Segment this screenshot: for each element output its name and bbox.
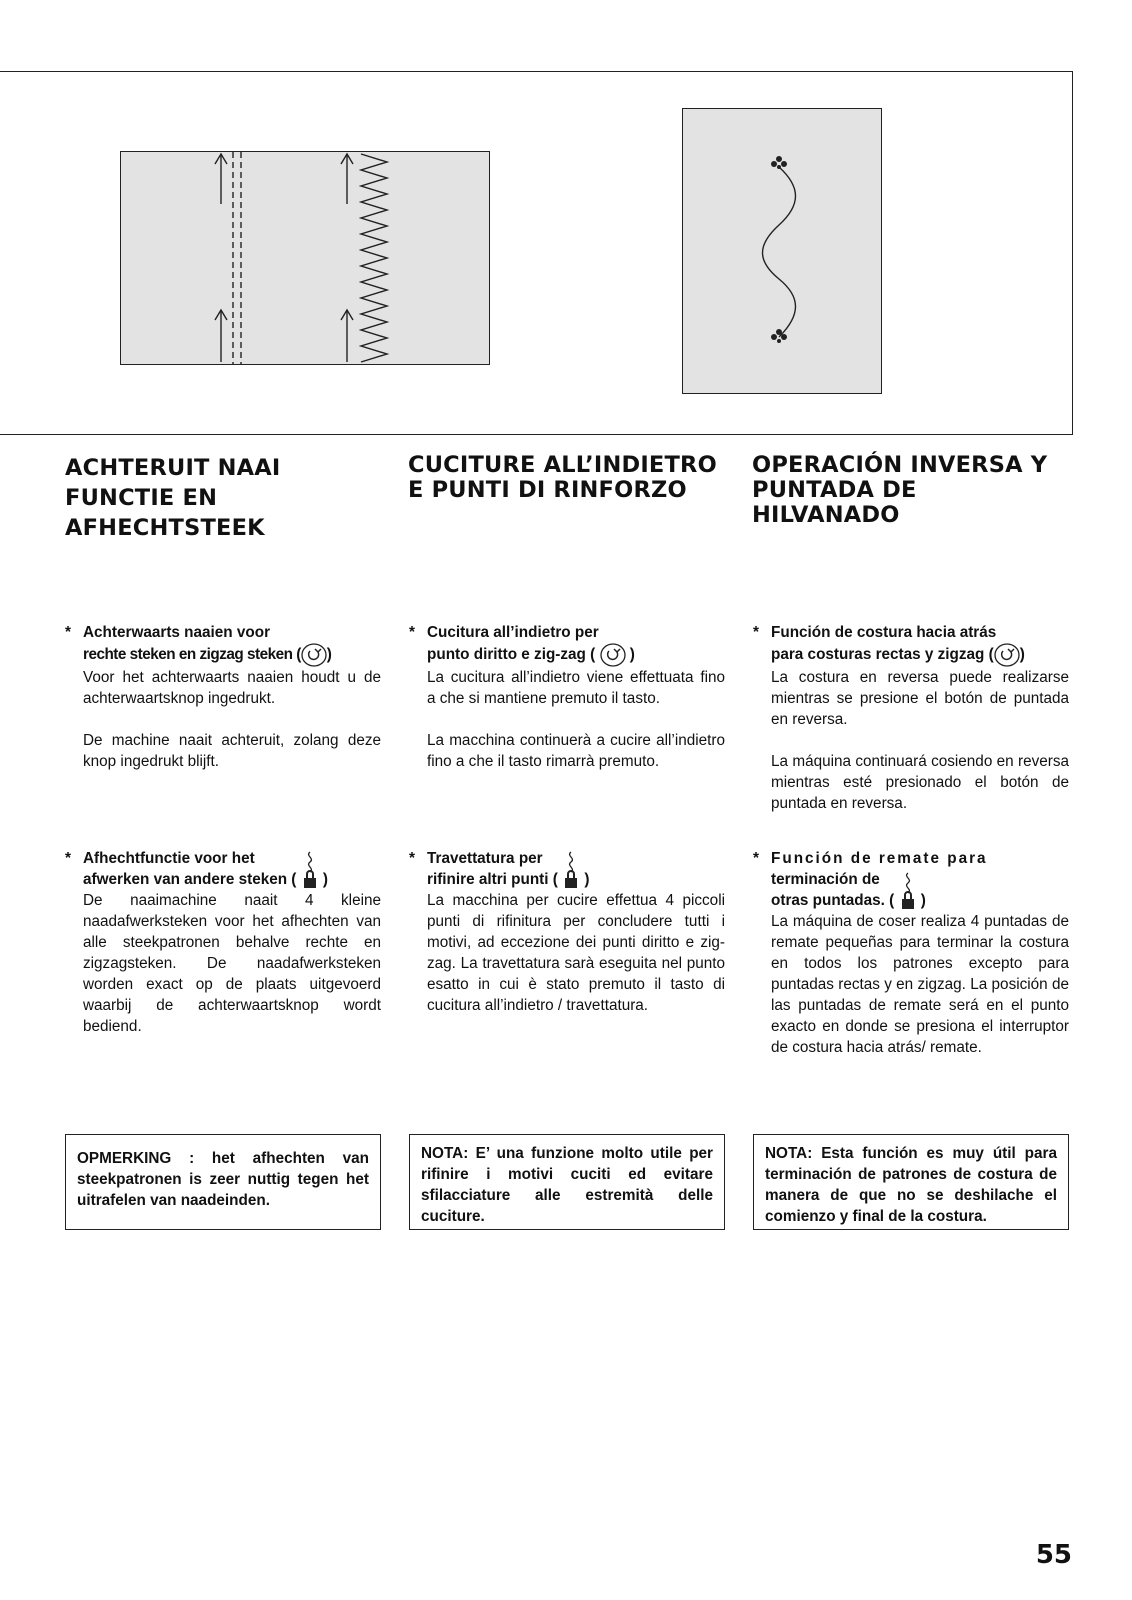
note-box-nl: OPMERKING : het afhechten van steekpatronen is zeer nuttig tegen het uitrafelen van naadeinden. (65, 1134, 381, 1230)
page-number: 55 (1035, 1540, 1072, 1570)
section-heading-nl: ACHTERUIT NAAI FUNCTIE EN AFHECHTSTEEK (65, 455, 281, 541)
bullet-star: * (753, 624, 759, 641)
lock-stitch-illustration (682, 108, 882, 394)
reverse-stitch-illustration (120, 151, 490, 365)
lock-stitch-item-nl (65, 848, 381, 1037)
reverse-text-1: La cucitura all’indietro viene effettuata fino a che si mantiene premuto il tasto. (427, 669, 725, 707)
lock-text-1: La macchina per cucire effettua 4 piccoli punti di rifinitura per concludere tutti i motivi, ad eccezione dei punti diritto e zig-zag. La travettatura sarà eseguita nel punto esatto in cui è stato premuto il tasto di cucitura all’indietro / travettatura. (427, 892, 725, 1014)
reverse-stitch-item-nl (65, 622, 381, 772)
item-title-line2: terminación de (771, 871, 880, 888)
item-title: Función de costura hacia atrás (771, 624, 997, 641)
reverse-stitch-icon (994, 643, 1020, 667)
lock-stitch-item-es (753, 848, 1069, 1058)
bullet-star: * (409, 850, 415, 867)
item-title: Achterwaarts naaien voor (83, 624, 271, 641)
reverse-stitch-icon (600, 643, 626, 667)
section-heading-es: OPERACIÓN INVERSA Y PUNTADA DE HILVANADO (752, 452, 1048, 528)
reverse-text-1: Voor het achterwaarts naaien houdt u de achterwaartsknop ingedrukt. (83, 669, 381, 707)
bullet-star: * (65, 850, 71, 867)
item-title: Afhechtfunctie voor het (83, 850, 255, 867)
note-box-it: NOTA: E’ una funzione molto utile per rifinire i motivi cuciti ed evitare sfilacciature alle estremità delle cuciture. (409, 1134, 725, 1230)
reverse-text-2: La máquina continuará cosiendo en reversa mientras esté presionado el botón de puntada en reversa. (771, 753, 1069, 812)
reverse-stitch-item-es (753, 622, 1069, 814)
item-title: Cucitura all’indietro per (427, 624, 599, 641)
reverse-text-2: La macchina continuerà a cucire all’indietro fino a che il tasto rimarrà premuto. (427, 732, 725, 770)
reverse-text-1: La costura en reversa puede realizarse mientras se presione el botón de puntada en reversa. (771, 669, 1069, 728)
lock-text-1: La máquina de coser realiza 4 puntadas de remate pequeñas para terminar la costura en todos los patrones excepto para puntadas rectas y en zigzag. La posición de las puntadas de remate será en el punto exacto en donde se presiona el interruptor de costura hacia atrás/ remate. (771, 913, 1069, 1056)
item-title-line2: para costuras rectas y zigzag ( ) (771, 643, 1069, 667)
reverse-stitch-item-it (409, 622, 725, 772)
item-title-line2: rechte steken en zigzag steken ( ) (83, 643, 381, 667)
section-heading-it: CUCITURE ALL’INDIETRO E PUNTI DI RINFORZO (408, 452, 717, 503)
item-title-line2: punto diritto e zig-zag ( ) (427, 643, 725, 667)
bullet-star: * (65, 624, 71, 641)
lock-text-1: De naaimachine naait 4 kleine naadafwerksteken voor het afhechten van alle steekpatronen behalve rechte en zigzagsteken. De naadafwerksteken worden exact op de plaats uitgevoerd waarbij de achterwaartsknop wordt bediend. (83, 892, 381, 1035)
item-title-line3: otras puntadas. ( ) (771, 890, 1069, 911)
item-title: Travettatura per (427, 850, 543, 867)
bullet-star: * (409, 624, 415, 641)
lock-stitch-item-it (409, 848, 725, 1016)
reverse-stitch-icon (301, 643, 327, 667)
bullet-star: * (753, 850, 759, 867)
lock-stitch-icon (899, 871, 917, 911)
item-title: Función de remate para (771, 850, 988, 867)
note-box-es: NOTA: Esta función es muy útil para terminación de patrones de costura de manera de que no se deshilache el comienzo y final de la costura. (753, 1134, 1069, 1230)
lock-stitch-icon (562, 850, 580, 890)
reverse-text-2: De machine naait achteruit, zolang deze knop ingedrukt blijft. (83, 732, 381, 770)
lock-stitch-icon (301, 850, 319, 890)
item-title-line2: afwerken van andere steken ( ) (83, 869, 381, 890)
item-title-line2: rifinire altri punti ( ) (427, 869, 725, 890)
